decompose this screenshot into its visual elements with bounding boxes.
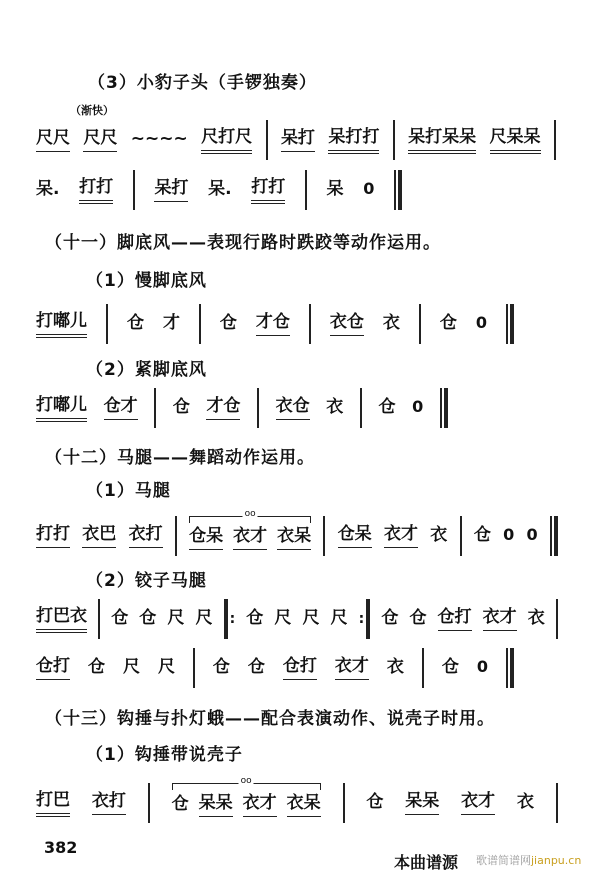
barline (305, 170, 307, 210)
beat-syllable: 呆打 (281, 128, 315, 152)
notation-line-5 (36, 509, 558, 558)
barline (343, 783, 345, 823)
section-heading-13: （十三）钩捶与扑灯蛾——配合表演动作、说壳子时用。 (45, 709, 495, 729)
notation-line-6 (36, 597, 558, 641)
subsection-heading: （1）慢脚底风 (86, 271, 207, 291)
beat-syllable: 尺尺 (36, 128, 70, 152)
beat-syllable: 衣 (517, 791, 534, 812)
barline (133, 170, 135, 210)
subsection-heading: （1）钩捶带说壳子 (86, 745, 243, 765)
beat-syllable: 尺 (330, 607, 348, 628)
beat-syllable: ~~~~ (130, 128, 188, 149)
beat-syllable: 衣打 (129, 524, 163, 548)
final-barline (506, 304, 514, 344)
beat-syllable: 仓 (219, 312, 237, 333)
rest: 0 (476, 656, 488, 676)
section-heading-11: （十一）脚底风——表现行路时跌跤等动作运用。 (45, 233, 441, 253)
beat-syllable: 仓 (172, 396, 190, 417)
beat-syllable: 衣 (430, 524, 448, 545)
beat-syllable: 打嘟儿 (36, 395, 87, 422)
barline (98, 599, 100, 639)
repeat-sign (359, 599, 371, 639)
beat-syllable: 仓打 (36, 656, 70, 680)
beat-syllable: 才仓 (206, 396, 240, 420)
notation-line-7 (36, 646, 514, 690)
beat-syllable: 仓 (441, 656, 459, 677)
beat-syllable: 仓 (246, 607, 264, 628)
barline (175, 516, 177, 556)
beat-syllable: 仓 (378, 396, 396, 417)
beat-syllable: 呆 (326, 178, 344, 199)
beat-syllable: 衣才 (243, 793, 277, 817)
repeat-dots: : (229, 611, 236, 627)
barline (360, 388, 362, 428)
barline (460, 516, 462, 556)
beat-syllable: 仓 (212, 656, 230, 677)
barline (193, 648, 195, 688)
beat-syllable: 衣 (326, 396, 344, 417)
beat-syllable: 仓 (381, 607, 399, 628)
barline (154, 388, 156, 428)
barline (554, 120, 556, 160)
barline (257, 388, 259, 428)
beat-syllable: 仓 (111, 607, 129, 628)
rest: 0 (503, 524, 515, 544)
barline (148, 783, 150, 823)
subsection-heading: （2）铰子马腿 (86, 571, 207, 591)
beat-syllable: 打打 (251, 177, 285, 204)
phrase-bracket (171, 776, 321, 817)
barline (199, 304, 201, 344)
beat-syllable: 衣 (527, 607, 545, 628)
watermark (476, 852, 581, 868)
beat-syllable: 仓 (247, 656, 265, 677)
barline (309, 304, 311, 344)
beat-syllable: 尺 (122, 656, 140, 677)
beat-syllable: 衣才 (483, 607, 517, 631)
notation-line-3 (36, 302, 514, 346)
beat-syllable: 衣仓 (276, 396, 310, 420)
beat-syllable: 才仓 (256, 312, 290, 336)
beat-syllable: 衣仓 (330, 312, 364, 336)
beat-syllable: 仓 (366, 791, 384, 812)
beat-syllable: 尺呆呆 (490, 127, 541, 154)
rest: 0 (475, 312, 487, 332)
repeat-sign (224, 599, 236, 639)
beat-syllable: 仓 (139, 607, 157, 628)
beat-syllable: 呆呆 (199, 793, 233, 817)
final-barline (506, 648, 514, 688)
beat-syllable: 尺 (302, 607, 320, 628)
beat-syllable: 呆呆 (405, 791, 439, 815)
barline (323, 516, 325, 556)
barline (106, 304, 108, 344)
subsection-heading: （1）马腿 (86, 481, 171, 501)
beat-syllable: 呆打 (154, 178, 188, 202)
beat-syllable: 衣呆 (287, 793, 321, 817)
beat-syllable: 才 (162, 312, 180, 333)
barline (422, 648, 424, 688)
beat-syllable: 衣才 (384, 524, 418, 548)
beat-syllable: 仓 (87, 656, 105, 677)
barline (266, 120, 268, 160)
barline (393, 120, 395, 160)
beat-syllable: 仓 (473, 524, 491, 545)
beat-syllable: 尺 (167, 607, 185, 628)
watermark-site: jianpu.cn (531, 854, 582, 867)
beat-syllable: 打打 (79, 177, 113, 204)
beat-syllable: 仓呆 (189, 526, 223, 550)
beat-syllable: 呆. (208, 178, 232, 199)
beat-syllable: 打打 (36, 524, 70, 548)
beat-syllable: 呆. (36, 178, 60, 199)
notation-line-8 (36, 776, 558, 825)
beat-syllable: 衣才 (233, 526, 267, 550)
tempo-marking: （渐快） (70, 104, 114, 117)
notation-line-2 (36, 168, 402, 212)
subsection-heading: （2）紧脚底风 (86, 360, 207, 380)
beat-syllable: 仓呆 (338, 524, 372, 548)
final-barline (394, 170, 402, 210)
beat-syllable: 打巴 (36, 790, 70, 817)
beat-syllable: 尺 (274, 607, 292, 628)
beat-syllable: 衣 (382, 312, 400, 333)
repeat-end-barline (366, 599, 370, 639)
beat-syllable: 尺 (195, 607, 213, 628)
beat-syllable: 衣 (386, 656, 404, 677)
section-heading-12: （十二）马腿——舞蹈动作运用。 (45, 448, 315, 468)
beat-syllable: 呆打呆呆 (408, 127, 476, 154)
barline (556, 783, 558, 823)
beat-syllable: 仓 (409, 607, 427, 628)
beat-syllable: 仓 (439, 312, 457, 333)
beat-syllable: 衣巴 (82, 524, 116, 548)
final-barline (440, 388, 448, 428)
watermark-text: 歌谱简谱网 (476, 854, 531, 867)
beat-syllable: 尺打尺 (201, 127, 252, 154)
beat-syllable: 打嘟儿 (36, 311, 87, 338)
beat-syllable: 衣呆 (277, 526, 311, 550)
beat-syllable: 衣才 (461, 791, 495, 815)
barline (556, 599, 558, 639)
beat-syllable: 仓打 (283, 656, 317, 680)
beat-syllable: 尺尺 (83, 128, 117, 152)
rest: 0 (526, 524, 538, 544)
beat-syllable: 尺 (157, 656, 175, 677)
rest: 0 (363, 178, 375, 198)
source-label: 本曲谱源 (394, 853, 459, 872)
notation-line-4 (36, 386, 448, 430)
beat-syllable: 呆打打 (328, 127, 379, 154)
repeat-dots: : (358, 611, 365, 627)
repeat-start-barline (224, 599, 228, 639)
rest: 0 (412, 396, 424, 416)
notation-line-1 (36, 118, 556, 162)
beat-syllable: 仓 (126, 312, 144, 333)
bracket-mark: oo (240, 776, 252, 786)
beat-syllable: 衣才 (335, 656, 369, 680)
final-barline (550, 516, 558, 556)
barline (419, 304, 421, 344)
beat-syllable: 仓打 (438, 607, 472, 631)
beat-syllable: 仓才 (104, 396, 138, 420)
beat-syllable: 衣打 (92, 791, 126, 815)
phrase-bracket (189, 509, 312, 550)
section-title-3: （3）小豹子头（手锣独奏） (88, 73, 317, 93)
bracket-mark: oo (244, 509, 256, 519)
beat-syllable: 仓 (171, 793, 189, 814)
beat-syllable: 打巴衣 (36, 606, 87, 633)
page-number: 382 (44, 838, 78, 857)
